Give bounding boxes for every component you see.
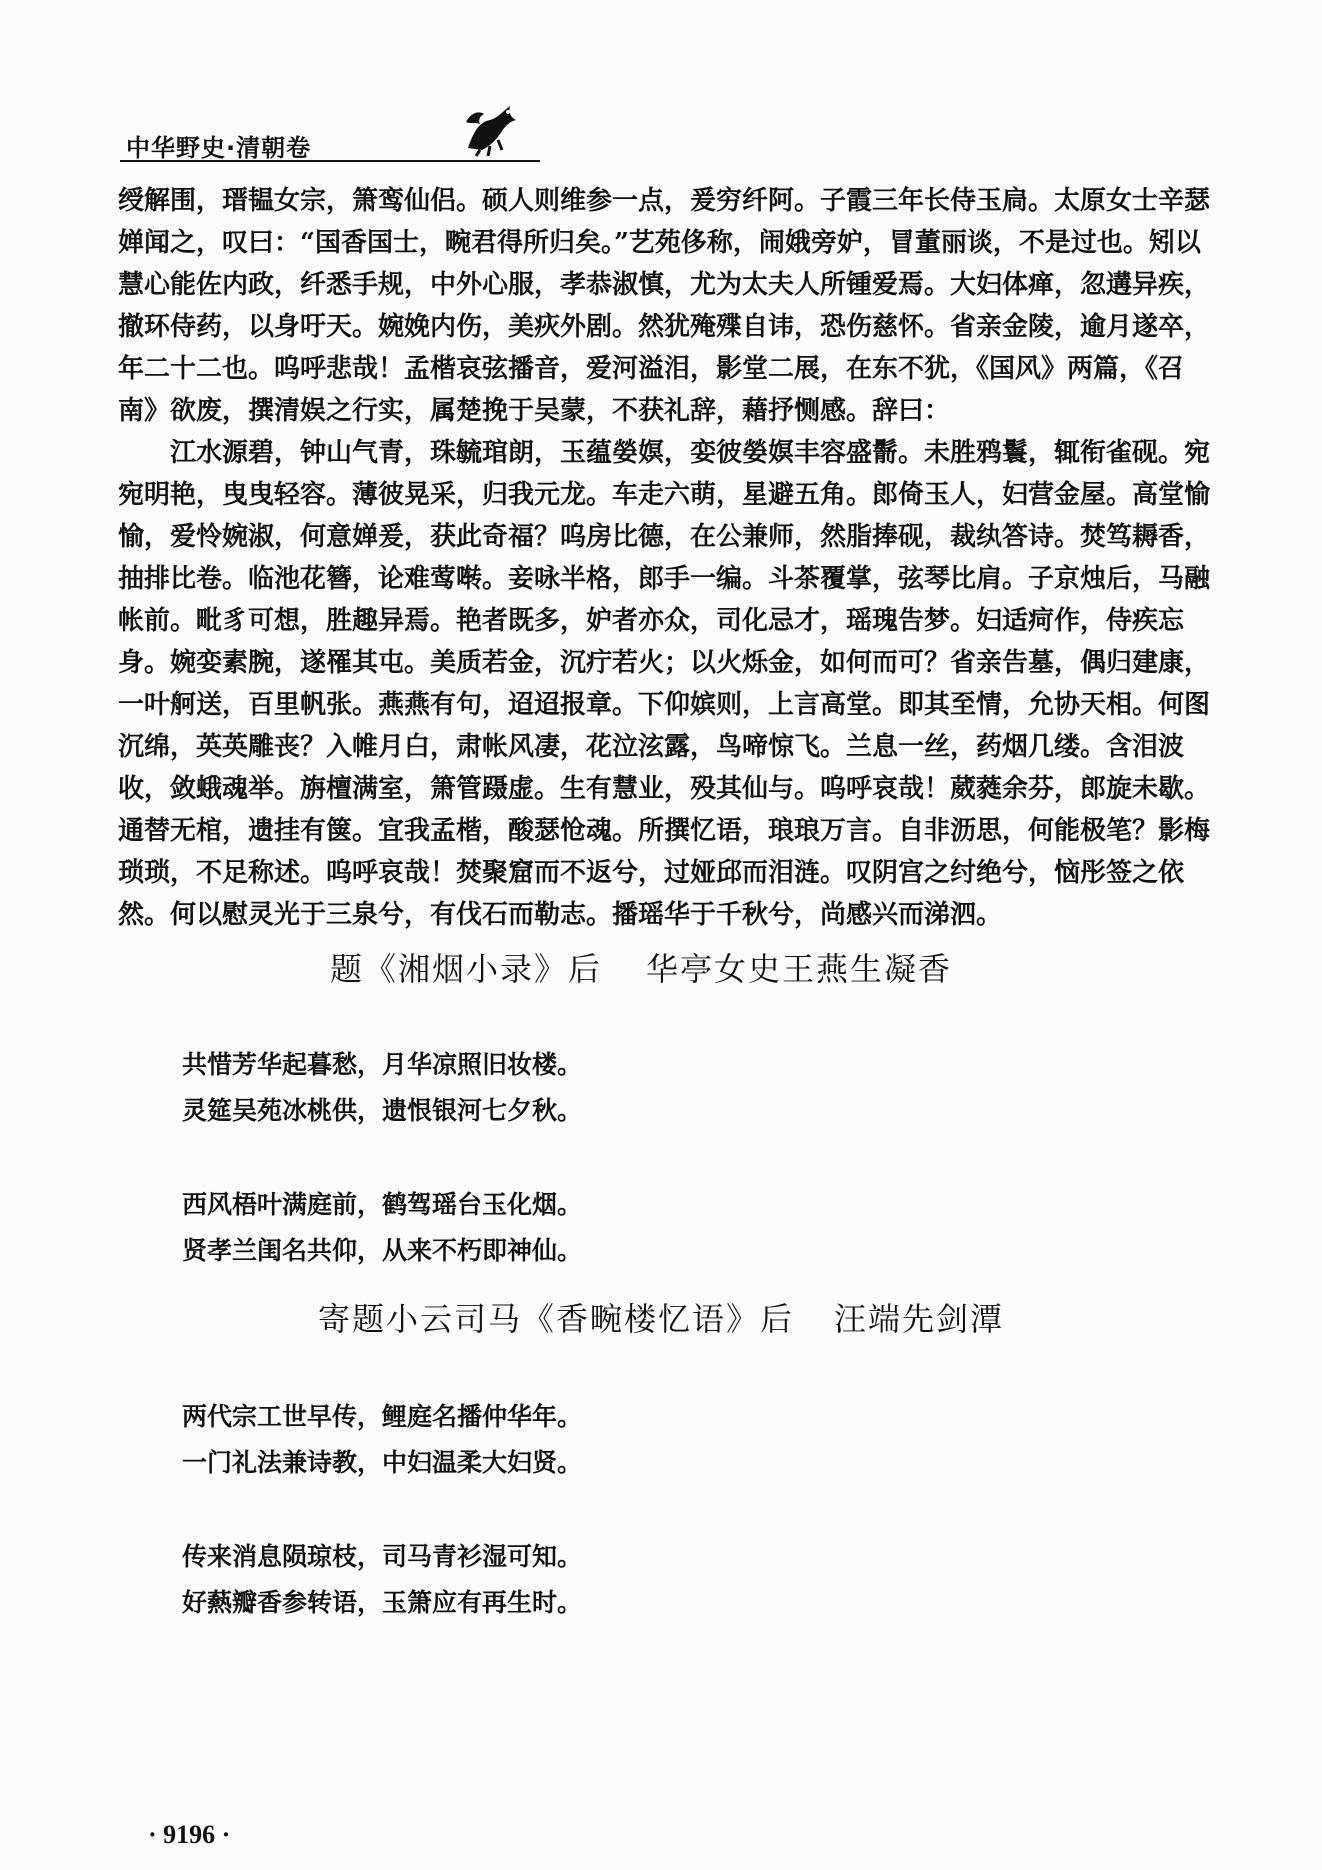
poem-block bbox=[182, 1042, 582, 1134]
section-heading bbox=[330, 944, 952, 990]
paragraph: 绶解围，瑨韫女宗，箫鸾仙侣。硕人则维参一点，爰穷纤阿。子霞三年长侍玉扃。太原女士辛瑟婵闻之，叹曰：“国香国士，畹君得所归矣。”艺苑侈称，闹娥旁妒，冒董丽谈，不是过也。矧以慧心能佐内政，纤悉手规，中外心服，孝恭淑慎，尤为太夫人所锺爱焉。大妇体瘅，忽遘异疾，撤环侍药，以身吁天。婉娩内伤，美疢外剧。然犹殗殜自讳，恐伤慈怀。省亲金陵，逾月遂卒，年二十二也。呜呼悲哉！孟楷哀弦播音，爱河溢泪，影堂二展，在东不犹，《国风》两篇，《召南》欲废，撰清娱之行实，属楚挽于吴蒙，不获礼辞，藉抒恻感。辞曰： bbox=[118, 186, 1211, 426]
poem-line: 灵筵吴苑冰桃供，遗恨银河七夕秋。 bbox=[182, 1096, 583, 1125]
poem-line: 两代宗工世早传，鲤庭名播仲华年。 bbox=[182, 1402, 583, 1431]
poem-block bbox=[182, 1534, 582, 1626]
poem-line: 共惜芳华起暮愁，月华凉照旧妆楼。 bbox=[182, 1050, 583, 1079]
dragon-emblem-icon bbox=[460, 100, 520, 158]
header-divider bbox=[120, 160, 540, 162]
main-text bbox=[118, 180, 1218, 936]
poem-line: 传来消息陨琼枝，司马青衫湿可知。 bbox=[182, 1542, 583, 1571]
section-author: 华亭女史王燕生凝香 bbox=[646, 950, 953, 988]
poem-line: 好爇瓣香参转语，玉箫应有再生时。 bbox=[182, 1588, 583, 1617]
poem-block bbox=[182, 1394, 582, 1486]
section-heading bbox=[318, 1294, 1004, 1340]
book-title: 中华野史·清朝卷 bbox=[126, 134, 312, 162]
poem-line: 贤孝兰闺名共仰，从来不朽即神仙。 bbox=[182, 1236, 583, 1265]
section-title: 寄题小云司马《香畹楼忆语》后 bbox=[318, 1300, 795, 1338]
running-header bbox=[120, 100, 540, 162]
poem-line: 一门礼法兼诗教，中妇温柔大妇贤。 bbox=[182, 1448, 583, 1477]
section-title: 题《湘烟小录》后 bbox=[330, 950, 603, 988]
poem-block bbox=[182, 1182, 582, 1274]
paragraph: 江水源碧，钟山气青，珠毓琯朗，玉蕴嫈嫇，娈彼嫈嫇丰容盛鬋。未胜鸦鬟，辄衔雀砚。宛宛明艳，曳曳轻容。薄彼晃采，归我元龙。车走六萌，星避五角。郎倚玉人，妇营金屋。高堂愉愉，爱怜婉淑，何意婵爰，获此奇福？呜房比德，在公兼师，然脂捧砚，裁纨答诗。焚笃耨香，抽排比卷。临池花簪，论难莺啭。妾咏半格，郎手一编。斗茶覆掌，弦琴比肩。子京烛后，马融帐前。毗豸可想，胜趣异焉。艳者既多，妒者亦众，司化忌才，瑶瑰告梦。妇适疴作，侍疾忘身。婉娈素腕，遂罹其屯。美质若金，沉疔若火；以火烁金，如何而可？省亲告墓，偶归建康，一叶舸送，百里帆张。燕燕有句，迢迢报章。下仰嫔则，上言高堂。即其至情，允协天相。何图沉绵，英英雕丧？入帷月白，肃帐风凄，花泣泫露，鸟啼惊飞。兰息一丝，药烟几缕。含泪波收，敛蛾魂举。旃檀满室，箫管蹑虚。生有慧业，殁其仙与。呜呼哀哉！葳蕤余芬，郎旋未歇。通替无棺，遗挂有箧。宜我孟楷，酸瑟怆魂。所撰忆语，琅琅万言。自非沥思，何能极笔？影梅琐琐，不足称述。呜呼哀哉！焚聚窟而不返兮，过娅邱而泪涟。叹阴宫之纣绝兮，恼彤签之依然。何以慰灵光于三泉兮，有伐石而勒志。播瑶华于千秋兮，尚感兴而涕泗。 bbox=[118, 438, 1211, 930]
poem-line: 西风梧叶满庭前，鹤驾瑶台玉化烟。 bbox=[182, 1190, 583, 1219]
section-author: 汪端先剑潭 bbox=[834, 1300, 1005, 1338]
page-number: · 9196 · bbox=[148, 1820, 231, 1849]
